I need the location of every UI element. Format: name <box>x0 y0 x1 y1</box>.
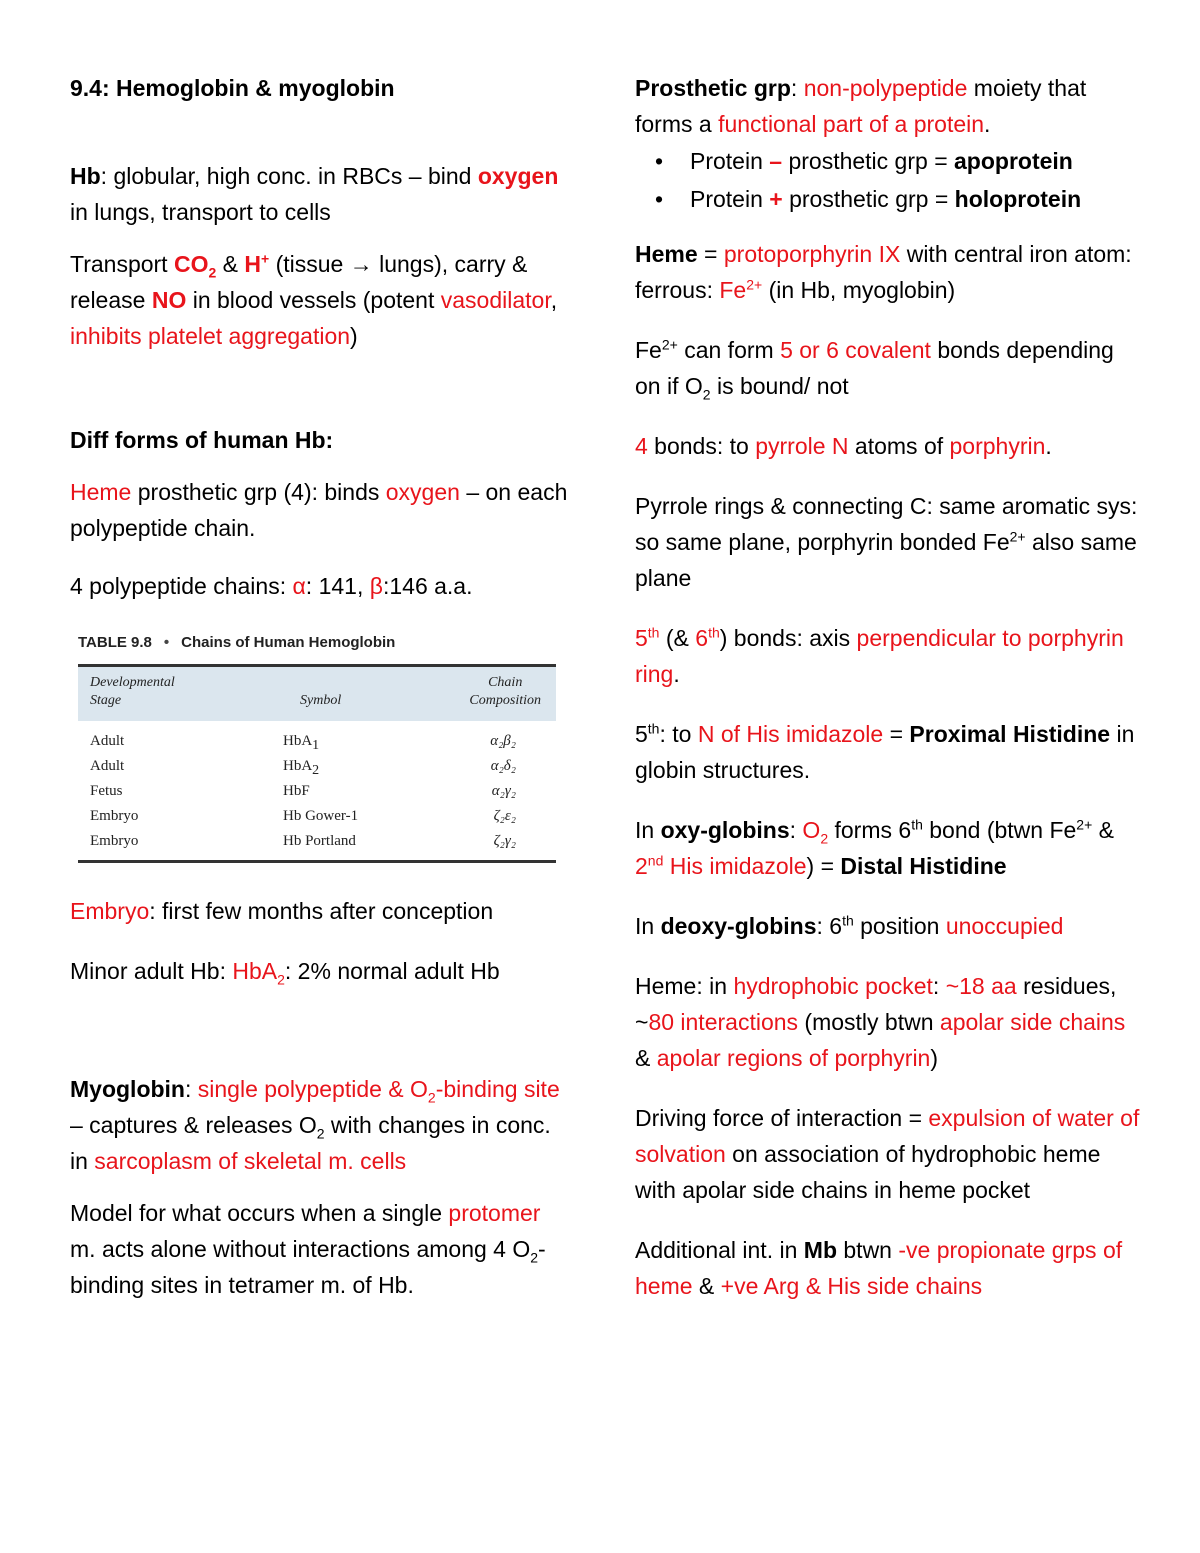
table-cell-symbol: HbA$_1$ <box>283 733 320 753</box>
list-item: • Protein + prosthetic grp = holoprotein <box>635 180 1145 218</box>
table-body <box>78 721 556 863</box>
table-cell-symbol: HbF <box>283 783 310 799</box>
right-column <box>635 70 1145 1304</box>
diff-forms-heading: Diff forms of human Hb: <box>70 427 334 453</box>
heme-paragraph: Heme prosthetic grp (4): binds oxygen – on each polypeptide chain. <box>70 479 568 541</box>
protein-bullet-list <box>635 142 1145 218</box>
embryo-paragraph: Embryo: first few months after conception <box>70 898 494 924</box>
prosthetic-paragraph: Prosthetic grp: non-polypeptide moiety that forms a functional part of a protein. <box>635 75 1087 137</box>
table-cell-composition: α₂γ₂ <box>491 783 516 799</box>
section-title: 9.4: Hemoglobin & myoglobin <box>70 75 395 101</box>
table-cell-symbol: Hb Portland <box>283 833 356 849</box>
table-header: Developmental Stage Symbol Chain Composition <box>78 664 556 721</box>
fifth-sixth-bonds-paragraph: 5th (& 6th) bonds: axis perpendicular to porphyrin ring. <box>635 624 1124 687</box>
transport-paragraph: Transport $CO_2$ & H+ (tissue → lungs), carry & release NO in blood vessels (potent vasodilator, inhibits platelet aggregation) <box>70 250 558 349</box>
table-row <box>78 754 556 779</box>
driving-force-paragraph: Driving force of interaction = expulsion of water of solvation on association of hydrophobic heme with apolar side chains in heme pocket <box>635 1105 1140 1203</box>
left-column <box>70 70 570 1303</box>
myoglobin-paragraph: Myoglobin: single polypeptide & $O_2$-binding site – captures & releases $O_2$ with changes in conc. in sarcoplasm of skeletal m. cells <box>70 1076 560 1174</box>
table-cell-stage: Embryo <box>90 808 139 824</box>
table-row <box>78 779 556 804</box>
hydrophobic-pocket-paragraph: Heme: in hydrophobic pocket: ~18 aa residues, ~80 interactions (mostly btwn apolar side chains & apolar regions of porphyrin) <box>635 973 1126 1071</box>
table-cell-composition: α₂δ₂ <box>490 758 516 774</box>
heme-definition: Heme = protoporphyrin IX with central iron atom: ferrous: $Fe^{2+}$ (in Hb, myoglobin) <box>635 241 1132 303</box>
chains-paragraph: 4 polypeptide chains: α: 141, β:146 a.a. <box>70 573 473 599</box>
hemoglobin-chains-table <box>78 632 556 863</box>
fe-bonds-paragraph: $Fe^{2+}$ can form 5 or 6 covalent bonds depending on if $O_2$ is bound/ not <box>635 336 1114 403</box>
list-item: • Protein – prosthetic grp = apoprotein <box>635 142 1145 180</box>
table-row <box>78 729 556 754</box>
deoxy-globins-paragraph: In deoxy-globins: 6th position unoccupied <box>635 912 1064 939</box>
table-cell-composition: ζ₂γ₂ <box>493 833 516 849</box>
table-cell-symbol: HbA$_2$ <box>283 758 320 778</box>
fifth-bond-paragraph: 5th: to N of His imidazole = Proximal Histidine in globin structures. <box>635 720 1135 783</box>
table-cell-stage: Adult <box>90 733 125 749</box>
table-cell-composition: α₂β₂ <box>490 733 516 749</box>
oxy-globins-paragraph: In oxy-globins: $O_2$ forms 6th bond (btwn $Fe^{2+}$ & 2nd His imidazole) = Distal Histidine <box>635 816 1114 879</box>
hb-definition: Hb: globular, high conc. in RBCs – bind oxygen in lungs, transport to cells <box>70 163 559 225</box>
pyrrole-paragraph: Pyrrole rings & connecting C: same aromatic sys: so same plane, porphyrin bonded $Fe^{2+}$ also same plane <box>635 493 1138 591</box>
minor-hb-paragraph: Minor adult Hb: HbA$_2$: 2% normal adult Hb <box>70 958 500 988</box>
model-paragraph: Model for what occurs when a single protomer m. acts alone without interactions among 4 $O_2$-binding sites in tetramer m. of Hb. <box>70 1200 546 1298</box>
table-row <box>78 804 556 829</box>
table-caption: TABLE 9.8 • Chains of Human Hemoglobin <box>78 634 396 651</box>
table-cell-stage: Fetus <box>90 783 123 799</box>
four-bonds-paragraph: 4 bonds: to pyrrole N atoms of porphyrin. <box>635 433 1052 459</box>
additional-interactions-paragraph: Additional int. in Mb btwn -ve propionate grps of heme & +ve Arg & His side chains <box>635 1237 1123 1299</box>
table-cell-stage: Embryo <box>90 833 139 849</box>
table-cell-symbol: Hb Gower-1 <box>283 808 359 824</box>
table-row <box>78 829 556 854</box>
table-cell-composition: ζ₂ε₂ <box>493 808 516 824</box>
table-cell-stage: Adult <box>90 758 125 774</box>
